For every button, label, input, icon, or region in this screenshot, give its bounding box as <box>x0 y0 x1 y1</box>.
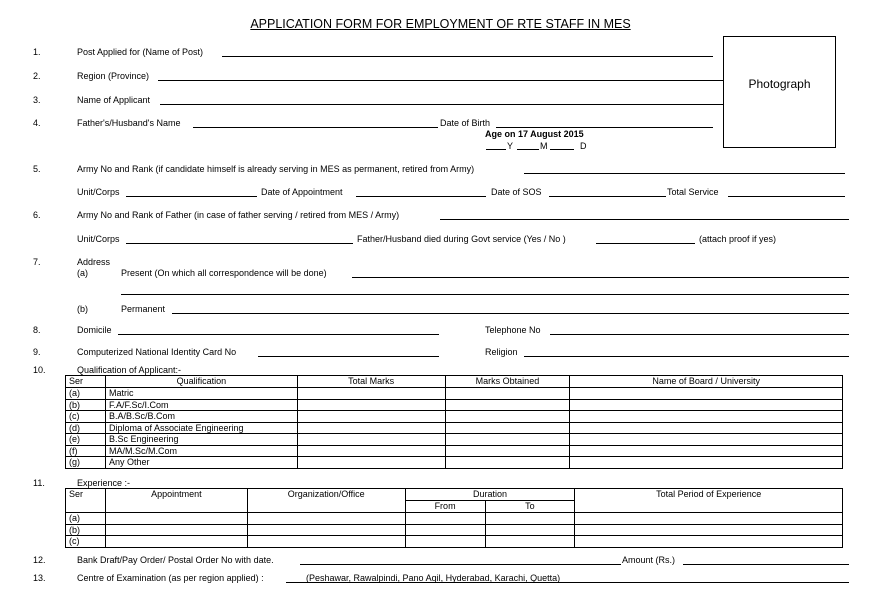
amount-label: Amount (Rs.) <box>622 555 676 565</box>
post-label: Post Applied for (Name of Post) <box>77 47 204 57</box>
row-serial: (g) <box>66 457 106 469</box>
photograph-label: Photograph <box>748 77 811 91</box>
row-serial: (c) <box>66 536 106 548</box>
row-qualification: Diploma of Associate Engineering <box>105 422 297 434</box>
applicant-name-label: Name of Applicant <box>77 95 151 105</box>
item-number: 3. <box>33 95 41 105</box>
table-row <box>66 388 843 400</box>
row-qualification: B.Sc Engineering <box>105 434 297 446</box>
column-header: Appointment <box>105 489 247 513</box>
centre-options: (Peshawar, Rawalpindi, Pano Aqil, Hyderabad, Karachi, Quetta) <box>306 573 561 583</box>
column-header: Name of Board / University <box>570 376 843 388</box>
column-header: Total Marks <box>297 376 445 388</box>
total-marks-cell[interactable] <box>297 399 445 411</box>
organization-cell[interactable] <box>247 536 405 548</box>
marks-obtained-cell[interactable] <box>445 422 570 434</box>
permanent-address-label: Permanent <box>121 304 166 314</box>
army-no-label: Army No and Rank (if candidate himself is already serving in MES as permanent, retired from Army) <box>77 164 475 174</box>
army-no-field[interactable] <box>524 173 845 174</box>
column-header: Marks Obtained <box>445 376 570 388</box>
row-qualification: MA/M.Sc/M.Com <box>105 445 297 457</box>
total-marks-cell[interactable] <box>297 445 445 457</box>
army-father-field[interactable] <box>440 219 849 220</box>
father-died-field[interactable] <box>596 243 695 244</box>
bank-draft-label: Bank Draft/Pay Order/ Postal Order No with date. <box>77 555 274 565</box>
telephone-label: Telephone No <box>485 325 541 335</box>
date-sos-label: Date of SOS <box>491 187 542 197</box>
permanent-address-field[interactable] <box>172 313 849 314</box>
dob-label: Date of Birth <box>440 118 491 128</box>
column-header: Ser <box>66 376 106 388</box>
item-number: 10. <box>33 365 46 375</box>
column-subheader: To <box>485 501 575 513</box>
total-service-label: Total Service <box>667 187 719 197</box>
from-cell[interactable] <box>405 536 485 548</box>
item-number: 11. <box>33 478 45 488</box>
unit-corps-father-field[interactable] <box>126 243 353 244</box>
column-header: Organization/Office <box>247 489 405 513</box>
present-address-field-2[interactable] <box>121 294 849 295</box>
board-cell[interactable] <box>570 388 843 400</box>
experience-label: Experience :- <box>77 478 131 488</box>
table-row <box>66 434 843 446</box>
table-header-row <box>66 489 843 501</box>
father-name-field[interactable] <box>193 127 438 128</box>
domicile-label: Domicile <box>77 325 112 335</box>
item-number: 8. <box>33 325 41 335</box>
centre-field[interactable] <box>286 582 849 583</box>
total-marks-cell[interactable] <box>297 411 445 423</box>
age-label: Age on 17 August 2015 <box>485 129 584 139</box>
attach-proof-label: (attach proof if yes) <box>699 234 777 244</box>
marks-obtained-cell[interactable] <box>445 411 570 423</box>
board-cell[interactable] <box>570 422 843 434</box>
present-address-label: Present (On which all correspondence will be done) <box>121 268 327 278</box>
religion-label: Religion <box>485 347 518 357</box>
unit-corps-field[interactable] <box>126 196 257 197</box>
item-number: 1. <box>33 47 41 57</box>
total-marks-cell[interactable] <box>297 457 445 469</box>
row-serial: (d) <box>66 422 106 434</box>
photograph-box[interactable] <box>723 36 836 148</box>
item-number: 13. <box>33 573 46 583</box>
father-name-label: Father's/Husband's Name <box>77 118 181 128</box>
experience-table <box>65 488 843 548</box>
item-number: 9. <box>33 347 41 357</box>
age-month-label: M <box>540 141 548 151</box>
address-b-label: (b) <box>77 304 88 314</box>
cnic-field[interactable] <box>258 356 439 357</box>
cnic-label: Computerized National Identity Card No <box>77 347 237 357</box>
item-number: 7. <box>33 257 41 267</box>
item-number: 4. <box>33 118 41 128</box>
age-month-field[interactable] <box>517 149 539 150</box>
board-cell[interactable] <box>570 411 843 423</box>
from-cell[interactable] <box>405 513 485 525</box>
total-service-field[interactable] <box>728 196 845 197</box>
marks-obtained-cell[interactable] <box>445 388 570 400</box>
marks-obtained-cell[interactable] <box>445 434 570 446</box>
column-subheader: From <box>405 501 485 513</box>
row-serial: (b) <box>66 399 106 411</box>
item-number: 5. <box>33 164 41 174</box>
date-appointment-field[interactable] <box>356 196 486 197</box>
domicile-field[interactable] <box>118 334 439 335</box>
age-day-label: D <box>580 141 587 151</box>
form-title: APPLICATION FORM FOR EMPLOYMENT OF RTE STAFF IN MES <box>250 17 631 31</box>
unit-corps-label: Unit/Corps <box>77 234 120 244</box>
region-field[interactable] <box>158 80 723 81</box>
appointment-cell[interactable] <box>105 524 247 536</box>
date-sos-field[interactable] <box>549 196 666 197</box>
organization-cell[interactable] <box>247 524 405 536</box>
row-qualification: B.A/B.Sc/B.Com <box>105 411 297 423</box>
row-serial: (f) <box>66 445 106 457</box>
address-label: Address <box>77 257 111 267</box>
column-header: Duration <box>405 489 575 501</box>
from-cell[interactable] <box>405 524 485 536</box>
table-header-row <box>66 376 843 388</box>
bank-draft-field[interactable] <box>300 564 621 565</box>
board-cell[interactable] <box>570 457 843 469</box>
item-number: 6. <box>33 210 41 220</box>
table-row <box>66 399 843 411</box>
table-row <box>66 457 843 469</box>
marks-obtained-cell[interactable] <box>445 445 570 457</box>
telephone-field[interactable] <box>550 334 849 335</box>
column-header: Total Period of Experience <box>575 489 843 513</box>
organization-cell[interactable] <box>247 513 405 525</box>
appointment-cell[interactable] <box>105 513 247 525</box>
column-header: Ser <box>66 489 106 513</box>
marks-obtained-cell[interactable] <box>445 457 570 469</box>
table-row <box>66 513 843 525</box>
row-serial: (e) <box>66 434 106 446</box>
religion-field[interactable] <box>524 356 849 357</box>
row-serial: (a) <box>66 513 106 525</box>
to-cell[interactable] <box>485 513 575 525</box>
row-qualification: Any Other <box>105 457 297 469</box>
row-qualification: Matric <box>105 388 297 400</box>
row-qualification: F.A/F.Sc/I.Com <box>105 399 297 411</box>
date-appointment-label: Date of Appointment <box>261 187 343 197</box>
board-cell[interactable] <box>570 445 843 457</box>
item-number: 2. <box>33 71 41 81</box>
address-a-label: (a) <box>77 268 88 278</box>
total-period-cell[interactable] <box>575 536 843 548</box>
total-marks-cell[interactable] <box>297 388 445 400</box>
total-period-cell[interactable] <box>575 513 843 525</box>
board-cell[interactable] <box>570 399 843 411</box>
post-field[interactable] <box>222 56 713 57</box>
item-number: 12. <box>33 555 46 565</box>
present-address-field[interactable] <box>352 277 849 278</box>
unit-corps-label: Unit/Corps <box>77 187 120 197</box>
centre-label: Centre of Examination (as per region applied) : <box>77 573 264 583</box>
to-cell[interactable] <box>485 524 575 536</box>
table-row <box>66 536 843 548</box>
father-died-label: Father/Husband died during Govt service (Yes / No ) <box>357 234 566 244</box>
column-header: Qualification <box>105 376 297 388</box>
total-marks-cell[interactable] <box>297 422 445 434</box>
row-serial: (b) <box>66 524 106 536</box>
appointment-cell[interactable] <box>105 536 247 548</box>
total-period-cell[interactable] <box>575 524 843 536</box>
army-father-label: Army No and Rank of Father (in case of father serving / retired from MES / Army) <box>77 210 400 220</box>
table-row <box>66 411 843 423</box>
board-cell[interactable] <box>570 434 843 446</box>
table-row <box>66 422 843 434</box>
marks-obtained-cell[interactable] <box>445 399 570 411</box>
age-year-label: Y <box>507 141 514 151</box>
to-cell[interactable] <box>485 536 575 548</box>
age-year-field[interactable] <box>486 149 506 150</box>
amount-field[interactable] <box>683 564 849 565</box>
table-row <box>66 445 843 457</box>
row-serial: (a) <box>66 388 106 400</box>
table-row <box>66 524 843 536</box>
dob-field[interactable] <box>496 127 713 128</box>
region-label: Region (Province) <box>77 71 150 81</box>
row-serial: (c) <box>66 411 106 423</box>
total-marks-cell[interactable] <box>297 434 445 446</box>
age-day-field[interactable] <box>550 149 574 150</box>
qualification-table <box>65 375 843 469</box>
applicant-name-field[interactable] <box>160 104 723 105</box>
qualification-label: Qualification of Applicant:- <box>77 365 182 375</box>
